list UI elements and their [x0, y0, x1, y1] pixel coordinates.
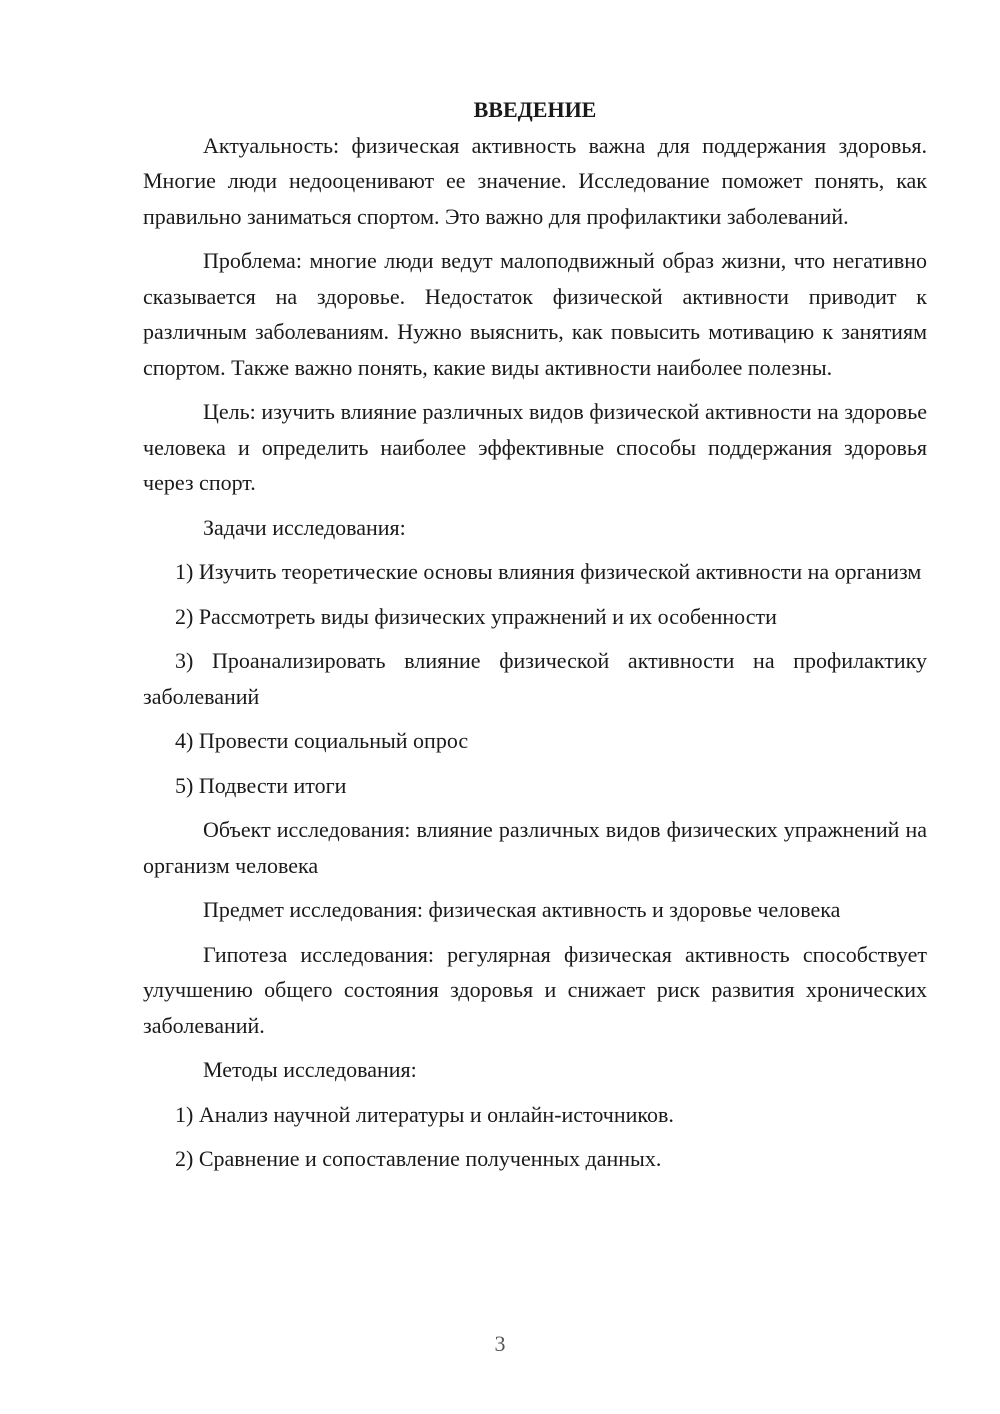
subject-paragraph: Предмет исследования: физическая активность и здоровье человека [203, 897, 841, 922]
object-paragraph: Объект исследования: влияние различных видов физических упражнений на организм человека [143, 817, 927, 878]
task-item-1: 1) Изучить теоретические основы влияния физической активности на организм [175, 559, 922, 584]
tasks-heading: Задачи исследования: [203, 514, 406, 540]
goal-paragraph: Цель: изучить влияние различных видов физической активности на здоровье человека и определить наиболее эффективные способы поддержания здоровья через спорт. [143, 399, 927, 495]
relevance-paragraph: Актуальность: физическая активность важна для поддержания здоровья. Многие люди недооценивают ее значение. Исследование поможет понять, как правильно заниматься спортом. Это важно для профилактики заболеваний. [143, 132, 927, 229]
problem-paragraph: Проблема: многие люди ведут малоподвижный образ жизни, что негативно сказывается на здоровье. Недостаток физической активности приводит к различным заболеваниям. Нужно выяснить, как повысить мотивацию к занятиям спортом. Также важно понять, какие виды активности наиболее полезны. [143, 248, 927, 380]
section-title: ВВЕДЕНИЕ [473, 97, 597, 122]
page-content [143, 92, 927, 1177]
methods-heading: Методы исследования: [203, 1057, 417, 1082]
task-item-4: 4) Провести социальный опрос [175, 728, 469, 753]
task-item-2: 2) Рассмотреть виды физических упражнений и их особенности [175, 603, 777, 629]
hypothesis-paragraph: Гипотеза исследования: регулярная физическая активность способствует улучшению общего состояния здоровья и снижает риск развития хронических заболеваний. [143, 941, 927, 1038]
method-item-2: 2) Сравнение и сопоставление полученных данных. [175, 1146, 662, 1171]
task-item-3: 3) Проанализировать влияние физической активности на профилактику заболеваний [143, 648, 927, 709]
page-number: 3 [494, 1331, 506, 1356]
task-item-5: 5) Подвести итоги [175, 772, 347, 798]
method-item-1: 1) Анализ научной литературы и онлайн-источников. [175, 1101, 674, 1127]
